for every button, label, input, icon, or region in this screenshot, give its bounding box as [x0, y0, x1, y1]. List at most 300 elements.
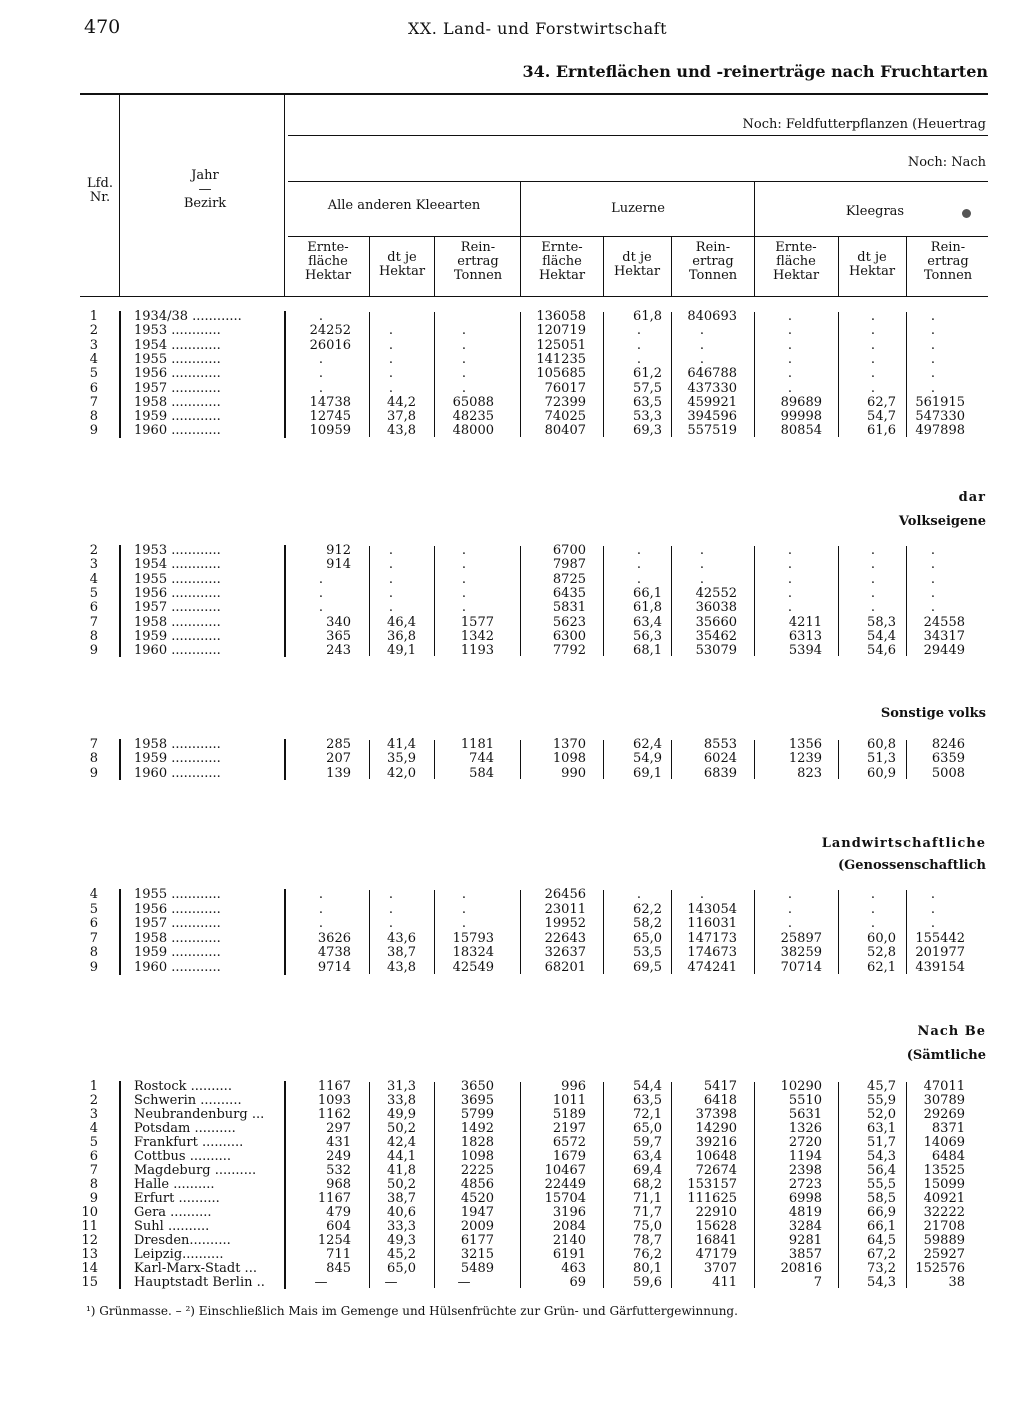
ink-dot	[962, 209, 971, 218]
table-cell: 2225	[460, 1163, 494, 1178]
row-number: 9	[89, 765, 98, 781]
table-cell: 38	[948, 1275, 965, 1290]
table-cell: 54,4	[633, 1079, 662, 1094]
table-cell: 80854	[780, 423, 822, 439]
table-cell: 249	[326, 1149, 351, 1164]
table-cell: .	[461, 543, 467, 558]
row-number: 4	[89, 351, 98, 367]
table-cell: 37398	[695, 1107, 737, 1122]
table-cell: 45,2	[387, 1247, 416, 1262]
table-cell: 32222	[923, 1205, 965, 1220]
table-cell: 6700	[552, 543, 586, 558]
table-cell: .	[461, 571, 467, 587]
subheader-total: Rein- ertrag Tonnen	[688, 240, 738, 283]
table-cell: 394596	[687, 409, 737, 425]
table-cell: 53079	[695, 643, 737, 659]
table-cell: 365	[326, 628, 351, 644]
table-cell: .	[636, 557, 642, 573]
section-col-divider	[520, 546, 521, 656]
subheader-area: Ernte- fläche Hektar	[772, 240, 820, 283]
table-cell: 54,6	[867, 643, 896, 659]
table-cell: 53,3	[633, 409, 662, 425]
row-label: 1955 ............	[134, 571, 221, 587]
table-cell: .	[870, 901, 876, 917]
table-cell: 5394	[788, 643, 822, 659]
table-cell: 36038	[695, 600, 737, 616]
row-number: 1	[89, 309, 98, 324]
table-cell: 15704	[544, 1191, 586, 1206]
table-cell: 64,5	[867, 1233, 896, 1248]
row-label: 1958 ............	[134, 394, 221, 410]
table-cell: 59889	[923, 1233, 965, 1248]
row-label: 1954 ............	[134, 557, 221, 573]
table-cell: .	[388, 585, 394, 601]
table-cell: 60,8	[867, 737, 896, 752]
table-cell: 48000	[452, 423, 494, 439]
table-cell: 6191	[552, 1247, 586, 1262]
table-cell: 56,3	[633, 628, 662, 644]
table-cell: .	[870, 543, 876, 558]
table-cell: 13525	[923, 1163, 965, 1178]
table-cell: 66,1	[867, 1219, 896, 1234]
table-cell: .	[636, 351, 642, 367]
table-cell: .	[870, 600, 876, 616]
table-cell: 30789	[923, 1093, 965, 1108]
table-cell: 646788	[687, 366, 737, 382]
table-cell: 136058	[536, 309, 586, 324]
table-cell: .	[870, 571, 876, 587]
table-cell: 49,9	[387, 1107, 416, 1122]
table-cell: 431	[326, 1135, 351, 1150]
table-title: 34. Ernteflächen und -reinerträge nach Fruchtarten	[522, 62, 988, 81]
table-cell: 38,7	[387, 1191, 416, 1206]
table-cell: 57,5	[633, 380, 662, 396]
table-cell: 67,2	[867, 1247, 896, 1262]
table-cell: 65,0	[633, 1121, 662, 1136]
table-cell: .	[930, 380, 936, 396]
table-cell: 111625	[687, 1191, 737, 1206]
table-cell: .	[930, 323, 936, 339]
table-cell: 5008	[931, 765, 965, 781]
table-cell: .	[699, 351, 705, 367]
row-number: 4	[89, 887, 98, 902]
table-cell: 474241	[687, 960, 737, 975]
table-cell: 51,3	[867, 751, 896, 767]
table-cell: .	[461, 366, 467, 382]
section-col-divider	[603, 890, 604, 974]
table-cell: .	[870, 309, 876, 324]
table-cell: 75,0	[633, 1219, 662, 1234]
table-cell: 59,6	[633, 1275, 662, 1290]
table-cell: 72399	[544, 394, 586, 410]
table-cell: 76,2	[633, 1247, 662, 1262]
table-cell: .	[636, 571, 642, 587]
table-cell: .	[930, 337, 936, 353]
table-cell: 840693	[687, 309, 737, 324]
table-cell: 22910	[695, 1205, 737, 1220]
section-col-divider	[838, 1082, 839, 1288]
section-col-divider	[838, 546, 839, 656]
table-cell: 63,1	[867, 1121, 896, 1136]
table-cell: 497898	[915, 423, 965, 439]
row-number: 9	[89, 1191, 98, 1206]
section-col-divider	[838, 740, 839, 779]
table-cell: 55,9	[867, 1093, 896, 1108]
row-number: 2	[89, 323, 98, 339]
table-cell: .	[870, 585, 876, 601]
table-cell: 2009	[460, 1219, 494, 1234]
section-subheading: Volkseigene	[898, 514, 986, 529]
table-cell: 43,8	[387, 960, 416, 975]
row-number: 5	[89, 585, 98, 601]
table-cell: 143054	[687, 901, 737, 917]
table-cell: 4520	[460, 1191, 494, 1206]
row-label: Cottbus ..........	[134, 1149, 232, 1164]
table-cell: 3196	[552, 1205, 586, 1220]
table-cell: 63,5	[633, 394, 662, 410]
table-cell: .	[461, 323, 467, 339]
row-label: Halle ..........	[134, 1177, 215, 1192]
table-cell: 62,4	[633, 737, 662, 752]
table-cell: 42552	[695, 585, 737, 601]
table-cell: .	[787, 351, 793, 367]
section-col-divider	[520, 1082, 521, 1288]
table-cell: 5799	[460, 1107, 494, 1122]
subheader-yield: dt je Hektar	[848, 250, 896, 279]
table-cell: .	[461, 557, 467, 573]
table-cell: 532	[326, 1163, 351, 1178]
table-cell: 22643	[544, 930, 586, 946]
table-cell: 15628	[695, 1219, 737, 1234]
table-cell: 604	[326, 1219, 351, 1234]
table-cell: .	[930, 571, 936, 587]
table-cell: 68,1	[633, 643, 662, 659]
row-label: 1956 ............	[134, 901, 221, 917]
table-cell: .	[318, 887, 324, 902]
table-cell: .	[787, 901, 793, 917]
row-number: 5	[89, 901, 98, 917]
row-label: 1960 ............	[134, 960, 221, 975]
section-subheading: (Genossenschaftlich	[838, 858, 986, 873]
table-cell: 5489	[460, 1261, 494, 1276]
table-cell: 437330	[687, 380, 737, 396]
table-cell: 20816	[780, 1261, 822, 1276]
table-cell: 1193	[460, 643, 494, 659]
table-cell: 3215	[460, 1247, 494, 1262]
table-cell: 6572	[552, 1135, 586, 1150]
table-cell: .	[930, 557, 936, 573]
table-cell: .	[388, 557, 394, 573]
table-cell: 2720	[788, 1135, 822, 1150]
table-cell: 3857	[788, 1247, 822, 1262]
table-cell: .	[930, 901, 936, 917]
table-cell: .	[699, 543, 705, 558]
row-number: 6	[89, 600, 98, 616]
table-cell: 54,3	[867, 1275, 896, 1290]
row-number: 5	[89, 366, 98, 382]
table-cell: .	[318, 901, 324, 917]
table-cell: 4211	[788, 614, 822, 630]
table-cell: 823	[797, 765, 822, 781]
table-cell: 39216	[695, 1135, 737, 1150]
table-cell: 23011	[544, 901, 586, 917]
table-cell: 63,4	[633, 1149, 662, 1164]
table-cell: 71,7	[633, 1205, 662, 1220]
table-cell: 55,5	[867, 1177, 896, 1192]
table-cell: .	[787, 323, 793, 339]
table-cell: .	[461, 585, 467, 601]
table-cell: .	[318, 585, 324, 601]
table-cell: —	[457, 1275, 471, 1290]
row-label: Leipzig..........	[134, 1247, 224, 1262]
table-cell: .	[870, 351, 876, 367]
table-cell: 54,7	[867, 409, 896, 425]
table-cell: 1239	[788, 751, 822, 767]
super2-rule	[288, 181, 988, 182]
table-cell: 1194	[788, 1149, 822, 1164]
table-cell: .	[318, 600, 324, 616]
table-cell: .	[636, 337, 642, 353]
table-cell: .	[787, 543, 793, 558]
table-cell: 6313	[788, 628, 822, 644]
table-cell: .	[930, 600, 936, 616]
table-cell: 996	[561, 1079, 586, 1094]
table-cell: 61,8	[633, 309, 662, 324]
group-rule	[288, 236, 988, 237]
row-label: 1953 ............	[134, 323, 221, 339]
row-number: 9	[89, 960, 98, 975]
table-cell: 54,4	[867, 628, 896, 644]
table-cell: .	[636, 543, 642, 558]
table-cell: .	[461, 887, 467, 902]
table-cell: 99998	[780, 409, 822, 425]
table-cell: 3650	[460, 1079, 494, 1094]
table-cell: 147173	[687, 930, 737, 946]
table-cell: 5417	[703, 1079, 737, 1094]
row-label: 1959 ............	[134, 751, 221, 767]
table-cell: 711	[326, 1247, 351, 1262]
table-cell: 6359	[931, 751, 965, 767]
group-label-kleearten: Alle anderen Kleearten	[327, 198, 481, 213]
section-bar-lfd	[119, 889, 121, 975]
table-cell: 24252	[309, 323, 351, 339]
table-cell: 76017	[544, 380, 586, 396]
table-cell: 62,2	[633, 901, 662, 917]
table-cell: 8246	[931, 737, 965, 752]
subcol-divider	[671, 236, 672, 296]
table-cell: 56,4	[867, 1163, 896, 1178]
table-cell: 10648	[695, 1149, 737, 1164]
table-cell: 44,1	[387, 1149, 416, 1164]
table-cell: 25927	[923, 1247, 965, 1262]
row-label: 1955 ............	[134, 351, 221, 367]
table-cell: .	[870, 887, 876, 902]
table-cell: 1093	[317, 1093, 351, 1108]
table-cell: .	[388, 543, 394, 558]
table-cell: 63,5	[633, 1093, 662, 1108]
row-label: Potsdam ..........	[134, 1121, 236, 1136]
table-cell: 120719	[536, 323, 586, 339]
section-col-divider	[520, 312, 521, 437]
row-number: 4	[89, 571, 98, 587]
table-cell: .	[930, 543, 936, 558]
table-cell: 22449	[544, 1177, 586, 1192]
table-cell: .	[787, 366, 793, 382]
table-cell: 41,8	[387, 1163, 416, 1178]
section-col-divider	[603, 1082, 604, 1288]
subcol-divider	[906, 236, 907, 296]
section-bar-jahr	[284, 739, 286, 780]
table-cell: 10467	[544, 1163, 586, 1178]
table-cell: .	[461, 380, 467, 396]
subheader-total: Rein- ertrag Tonnen	[453, 240, 503, 283]
table-cell: 7792	[552, 643, 586, 659]
section-subheading: Sonstige volks	[880, 706, 986, 721]
table-cell: 42,0	[387, 765, 416, 781]
table-cell: 62,7	[867, 394, 896, 410]
table-cell: 139	[326, 765, 351, 781]
table-cell: 69,4	[633, 1163, 662, 1178]
subheader-yield: dt je Hektar	[378, 250, 426, 279]
row-label: 1960 ............	[134, 643, 221, 659]
table-cell: .	[388, 323, 394, 339]
table-cell: 45,7	[867, 1079, 896, 1094]
table-cell: 9714	[317, 960, 351, 975]
header-bottom-rule	[80, 296, 988, 297]
table-cell: 5623	[552, 614, 586, 630]
table-cell: 50,2	[387, 1177, 416, 1192]
table-cell: 2197	[552, 1121, 586, 1136]
table-cell: 125051	[536, 337, 586, 353]
table-cell: 285	[326, 737, 351, 752]
table-cell: 3695	[460, 1093, 494, 1108]
section-bar-lfd	[119, 1081, 121, 1289]
row-number: 14	[81, 1261, 98, 1276]
table-cell: 6435	[552, 585, 586, 601]
table-cell: 153157	[687, 1177, 737, 1192]
table-cell: .	[636, 887, 642, 902]
table-cell: 36,8	[387, 628, 416, 644]
table-cell: .	[787, 380, 793, 396]
table-cell: 66,1	[633, 585, 662, 601]
table-cell: 18324	[452, 945, 494, 961]
col-divider-lfd	[119, 93, 120, 296]
table-cell: 6998	[788, 1191, 822, 1206]
section-col-divider	[754, 890, 755, 974]
table-cell: 1167	[317, 1079, 351, 1094]
table-cell: 439154	[915, 960, 965, 975]
table-cell: 5831	[552, 600, 586, 616]
subcol-divider	[434, 236, 435, 296]
table-cell: 51,7	[867, 1135, 896, 1150]
table-cell: 1342	[460, 628, 494, 644]
row-number: 7	[89, 614, 98, 630]
row-label: 1958 ............	[134, 737, 221, 752]
table-cell: .	[318, 380, 324, 396]
table-cell: 72674	[695, 1163, 737, 1178]
table-cell: 89689	[780, 394, 822, 410]
table-cell: 116031	[687, 916, 737, 932]
subheader-total: Rein- ertrag Tonnen	[923, 240, 973, 283]
table-cell: 78,7	[633, 1233, 662, 1248]
table-cell: 33,3	[387, 1219, 416, 1234]
table-cell: 47011	[923, 1079, 965, 1094]
row-label: 1957 ............	[134, 916, 221, 932]
section-bar-jahr	[284, 1081, 286, 1289]
table-cell: .	[636, 323, 642, 339]
table-cell: 8371	[931, 1121, 965, 1136]
table-cell: 58,3	[867, 614, 896, 630]
table-cell: 3284	[788, 1219, 822, 1234]
table-cell: 58,2	[633, 916, 662, 932]
table-cell: 59,7	[633, 1135, 662, 1150]
row-number: 15	[81, 1275, 98, 1290]
table-cell: 80,1	[633, 1261, 662, 1276]
subcol-divider	[838, 236, 839, 296]
row-number: 1	[89, 1079, 98, 1094]
table-cell: 479	[326, 1205, 351, 1220]
group-divider-2	[754, 181, 755, 296]
table-cell: .	[787, 309, 793, 324]
row-label: 1959 ............	[134, 409, 221, 425]
row-number: 10	[81, 1205, 98, 1220]
table-cell: 912	[326, 543, 351, 558]
table-cell: .	[930, 887, 936, 902]
row-number: 8	[89, 751, 98, 767]
table-cell: 15793	[452, 930, 494, 946]
table-cell: 72,1	[633, 1107, 662, 1122]
table-cell: 3626	[317, 930, 351, 946]
row-label: Suhl ..........	[134, 1219, 210, 1234]
row-label: 1959 ............	[134, 628, 221, 644]
row-number: 7	[89, 1163, 98, 1178]
section-col-divider	[520, 890, 521, 974]
table-cell: .	[870, 557, 876, 573]
row-number: 8	[89, 1177, 98, 1192]
header-lfd: Lfd. Nr.	[87, 176, 113, 205]
row-number: 7	[89, 737, 98, 752]
table-cell: 2084	[552, 1219, 586, 1234]
table-cell: 44,2	[387, 394, 416, 410]
table-cell: .	[699, 557, 705, 573]
row-number: 3	[89, 337, 98, 353]
table-cell: 21708	[923, 1219, 965, 1234]
table-cell: 35660	[695, 614, 737, 630]
row-label: 1957 ............	[134, 600, 221, 616]
row-number: 13	[81, 1247, 98, 1262]
table-cell: 65088	[452, 394, 494, 410]
section-col-divider	[838, 312, 839, 437]
table-cell: .	[930, 366, 936, 382]
row-label: Gera ..........	[134, 1205, 212, 1220]
table-cell: .	[787, 585, 793, 601]
table-cell: .	[787, 916, 793, 932]
table-cell: .	[787, 571, 793, 587]
row-number: 7	[89, 394, 98, 410]
table-cell: 52,8	[867, 945, 896, 961]
table-cell: .	[787, 600, 793, 616]
row-number: 11	[81, 1219, 98, 1234]
table-cell: 25897	[780, 930, 822, 946]
table-cell: 73,2	[867, 1261, 896, 1276]
table-cell: 35462	[695, 628, 737, 644]
table-cell: .	[388, 380, 394, 396]
table-cell: 1947	[460, 1205, 494, 1220]
row-number: 9	[89, 423, 98, 439]
table-cell: 105685	[536, 366, 586, 382]
table-cell: 1828	[460, 1135, 494, 1150]
row-number: 8	[89, 409, 98, 425]
